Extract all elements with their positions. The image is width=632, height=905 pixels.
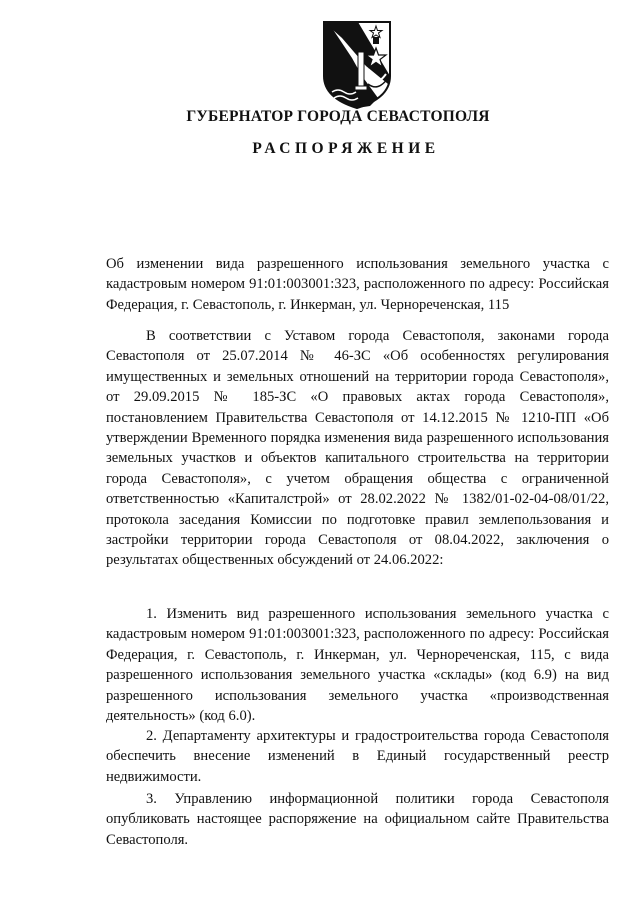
order-item-3: 3. Управлению информационной политики города Севастополя опубликовать настоящее распоряжение на официальном сайте Правительства Севастополя. xyxy=(106,791,609,848)
preamble-paragraph: В соответствии с Уставом города Севастополя, законами города Севастополя от 25.07.2014 № 46-ЗС «Об особенностях регулирования имущественных и земельных отношений на территории города Севастополя», от 29.09.2015 № 185-ЗС «О правовых актах города Севастополя», постановлением Правительства Севастополя от 14.12.2015 № 1210-ПП «Об утверждении Временного порядка изменения вида разрешенного использования земельных участков и объектов капитального строительства на территории города Севастополя», с учетом обращения общества с ограниченной ответственностью «Капиталстрой» от 28.02.2022 № 1382/01-02-04-08/01/22, протокола заседания Комиссии по подготовке правил землепользования и застройки территории города Севастополя от 08.04.2022, заключения о результатах общественных обсуждений от 24.06.2022: xyxy=(106,328,609,569)
document-type-title: РАСПОРЯЖЕНИЕ xyxy=(252,140,440,157)
order-item-1: 1. Изменить вид разрешенного использования земельного участка с кадастровым номером 91:01:003001:323, расположенного по адресу: Российская Федерация, г. Севастополь, г. Инкерман, ул. Чернореченская, 115, с вида разрешенного использования земельного участка «склады» (код 6.9) на вид разрешенного использования земельного участка «производственная деятельность» (код 6.0). xyxy=(106,606,609,725)
order-item-2: 2. Департаменту архитектуры и градостроительства города Севастополя обеспечить внесение изменений в Единый государственный реестр недвижимости. xyxy=(106,728,609,785)
document-subject: Об изменении вида разрешенного использования земельного участка с кадастровым номером 91:01:003001:323, расположенного по адресу: Российская Федерация, г. Севастополь, г. Инкерман, ул. Чернореченская, 115 xyxy=(106,256,609,313)
authority-title: ГУБЕРНАТОР ГОРОДА СЕВАСТОПОЛЯ xyxy=(186,108,490,125)
sevastopol-coat-of-arms-icon xyxy=(318,18,396,110)
